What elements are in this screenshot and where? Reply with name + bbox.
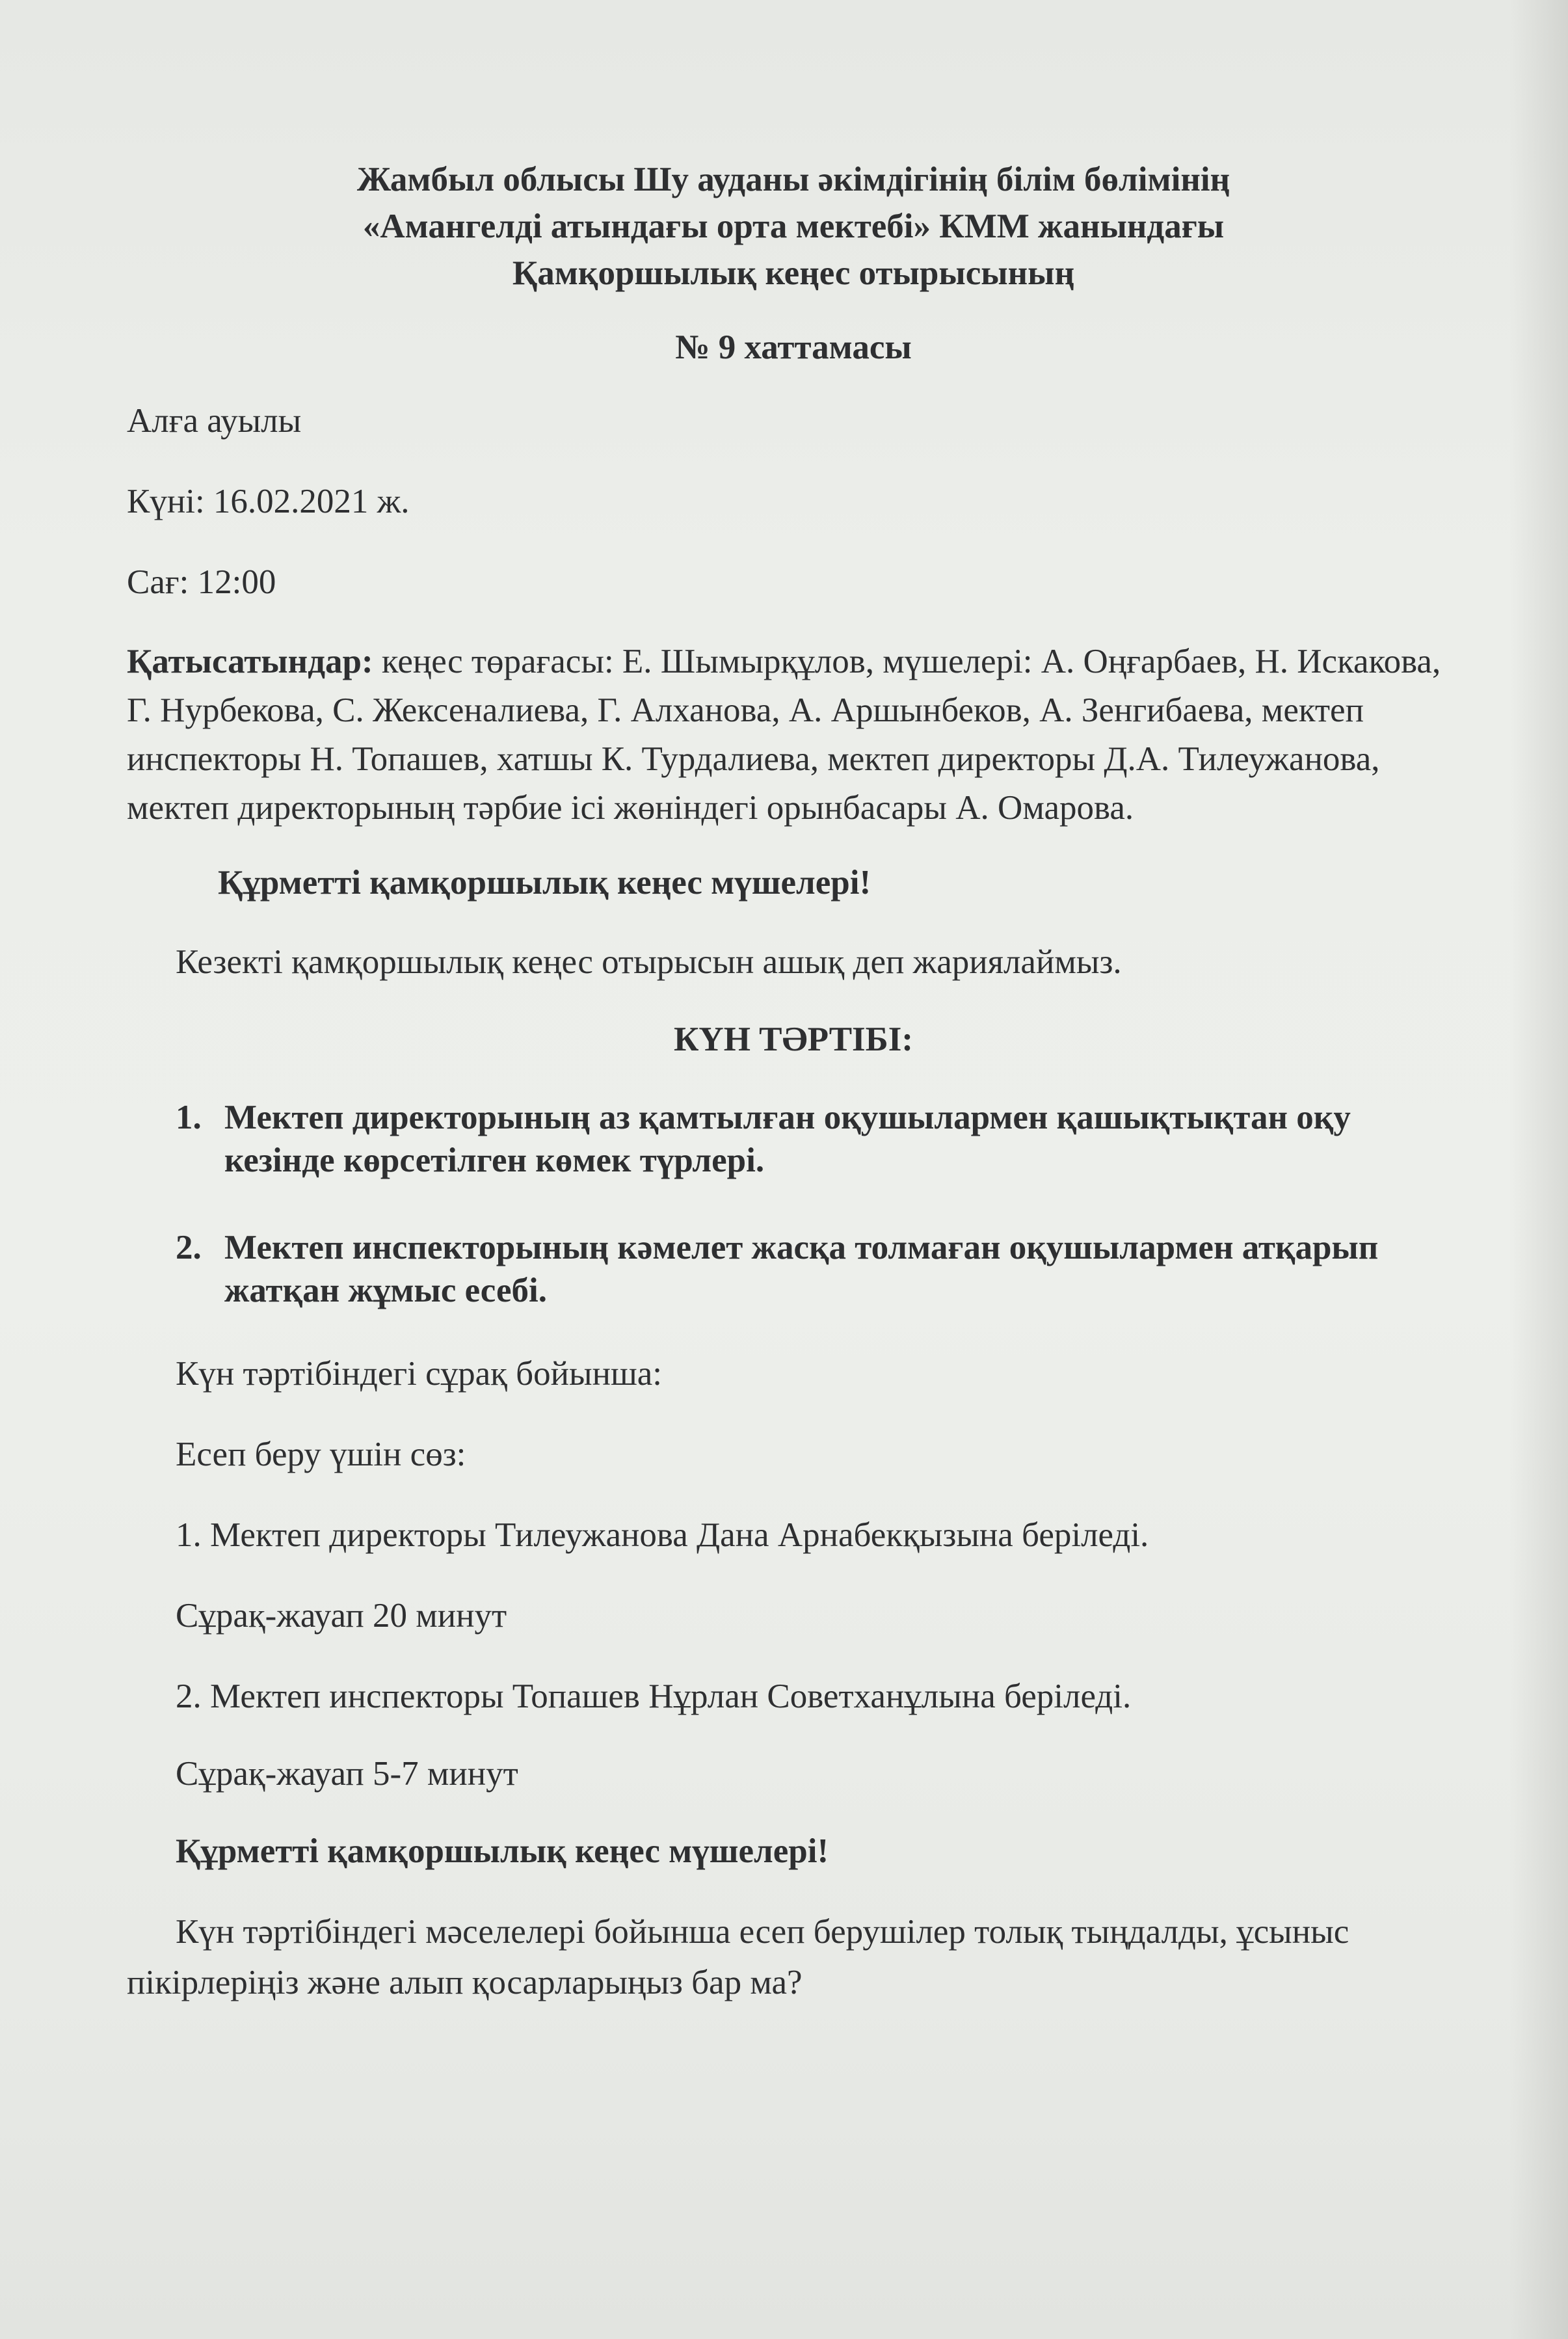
meeting-time: Сағ: 12:00 [127,563,276,601]
page-edge-shadow [1509,0,1568,2339]
agenda-list [127,1096,1460,1312]
speaking-intro: Есеп беру үшін сөз: [176,1436,466,1473]
agenda-item-text: Мектеп директорының аз қамтылған оқушылармен қашықтықтан оқу кезінде көрсетілген көмек түрлері. [224,1099,1351,1179]
agenda-item-number: 1. [176,1099,202,1136]
participants-paragraph [127,637,1460,833]
agenda-title: КҮН ТӘРТІБІ: [674,1021,913,1058]
qa-duration-1: Сұрақ-жауап 20 минут [176,1597,507,1635]
header-line-3: Қамқоршылық кеңес отырысының [512,254,1075,292]
protocol-number: № 9 хаттамасы [675,328,912,366]
document-content [127,156,1460,2008]
participants-list: кеңес төрағасы: Е. Шымырқұлов, мүшелері: А. Оңғарбаев, Н. Искакова, Г. Нурбекова, С. Жексеналиева, Г. Алханова, А. Аршынбеков, А. Зенгибаева, мектеп инспекторы Н. Топашев, хатшы К. Турдалиева, мектеп директоры Д.А. Тилеужанова, мектеп директорының тәрбие ісі жөніндегі орынбасары А. Омарова. [127,643,1441,827]
question-intro: Күн тәртібіндегі сұрақ бойынша: [176,1355,663,1393]
agenda-item [176,1226,1460,1312]
greeting-2: Құрметті қамқоршылық кеңес мүшелері! [176,1832,829,1870]
speaker-1: 1. Мектеп директоры Тилеужанова Дана Арнабекқызына беріледі. [176,1516,1149,1554]
agenda-item [176,1096,1460,1182]
header-line-1: Жамбыл облысы Шу ауданы әкімдігінің білім бөлімінің [356,161,1230,198]
header-line-2: «Амангелді атындағы орта мектебі» КММ жанындағы [362,207,1225,245]
greeting: Құрметті қамқоршылық кеңес мүшелері! [218,864,871,902]
agenda-item-number: 2. [176,1229,202,1266]
agenda-item-text: Мектеп инспекторының кәмелет жасқа толмаған оқушылармен атқарып жатқан жұмыс есебі. [224,1229,1379,1309]
meeting-date: Күні: 16.02.2021 ж. [127,483,410,520]
qa-duration-2: Сұрақ-жауап 5-7 минут [176,1755,518,1793]
meeting-place: Алға ауылы [127,402,302,440]
closing-paragraph: Күн тәртібіндегі мәселелері бойынша есеп берушілер толық тыңдалды, ұсыныс пікірлеріңіз және алып қосарларыңыз бар ма? [127,1913,1349,2001]
participants-label: Қатысатындар: [127,643,373,680]
speaker-2: 2. Мектеп инспекторы Топашев Нұрлан Советханұлына беріледі. [176,1677,1132,1715]
opening-statement: Кезекті қамқоршылық кеңес отырысын ашық деп жариялаймыз. [176,943,1122,981]
